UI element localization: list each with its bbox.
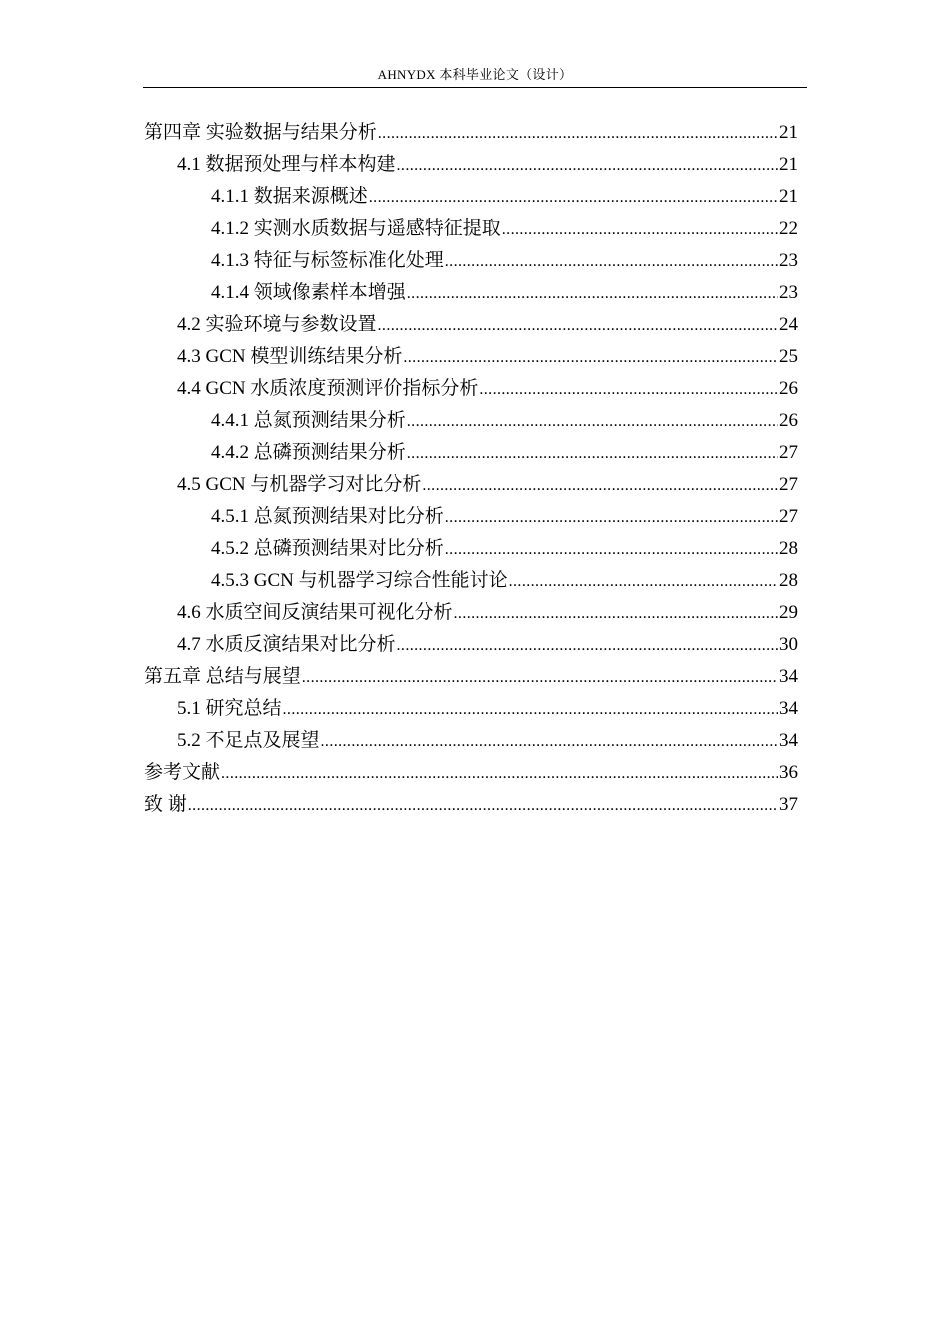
toc-page-number: 36 — [779, 762, 798, 783]
toc-leader-dots — [407, 278, 778, 310]
toc-page-number: 28 — [779, 538, 798, 559]
toc-entry[interactable] — [144, 373, 798, 405]
toc-entry-title: 致 谢 — [144, 794, 187, 815]
toc-entry-title: 4.1 数据预处理与样本构建 — [177, 154, 396, 175]
toc-leader-dots — [397, 630, 778, 662]
toc-page-number: 24 — [779, 314, 798, 335]
toc-page-number: 21 — [779, 122, 798, 143]
toc-leader-dots — [397, 150, 778, 182]
toc-leader-dots — [321, 726, 778, 758]
toc-entry-title: 第五章 总结与展望 — [144, 666, 301, 687]
toc-page-number: 29 — [779, 602, 798, 623]
toc-entry-title: 4.5.2 总磷预测结果对比分析 — [211, 538, 444, 559]
toc-entry[interactable] — [144, 565, 798, 597]
toc-entry[interactable] — [144, 277, 798, 309]
toc-leader-dots — [445, 502, 778, 534]
toc-leader-dots — [445, 246, 778, 278]
toc-page-number: 34 — [779, 666, 798, 687]
toc-entry[interactable] — [144, 341, 798, 373]
toc-page-number: 26 — [779, 378, 798, 399]
toc-entry-title: 4.1.2 实测水质数据与遥感特征提取 — [211, 218, 501, 239]
toc-entry-title: 4.2 实验环境与参数设置 — [177, 314, 377, 335]
toc-leader-dots — [378, 310, 778, 342]
toc-entry[interactable] — [144, 757, 798, 789]
toc-leader-dots — [454, 598, 778, 630]
toc-page-number: 30 — [779, 634, 798, 655]
toc-entry[interactable] — [144, 629, 798, 661]
toc-leader-dots — [302, 662, 778, 694]
toc-entry[interactable] — [144, 693, 798, 725]
toc-page-number: 25 — [779, 346, 798, 367]
table-of-contents — [144, 117, 798, 821]
toc-leader-dots — [502, 214, 778, 246]
toc-page-number: 28 — [779, 570, 798, 591]
toc-entry[interactable] — [144, 149, 798, 181]
toc-leader-dots — [403, 342, 778, 374]
toc-page-number: 26 — [779, 410, 798, 431]
page-header: AHNYDX 本科毕业论文（设计） — [377, 67, 573, 82]
toc-entry-title: 4.4.2 总磷预测结果分析 — [211, 442, 406, 463]
toc-page-number: 22 — [779, 218, 798, 239]
toc-entry-title: 4.1.3 特征与标签标准化处理 — [211, 250, 444, 271]
toc-leader-dots — [509, 566, 778, 598]
toc-leader-dots — [283, 694, 778, 726]
toc-leader-dots — [188, 790, 778, 822]
toc-entry[interactable] — [144, 181, 798, 213]
toc-page-number: 34 — [779, 730, 798, 751]
toc-entry-title: 4.5.3 GCN 与机器学习综合性能讨论 — [211, 570, 508, 591]
toc-leader-dots — [407, 406, 778, 438]
toc-entry[interactable] — [144, 437, 798, 469]
toc-entry-title: 5.2 不足点及展望 — [177, 730, 320, 751]
toc-leader-dots — [369, 182, 778, 214]
toc-entry[interactable] — [144, 309, 798, 341]
toc-entry-title: 4.5.1 总氮预测结果对比分析 — [211, 506, 444, 527]
toc-entry[interactable] — [144, 213, 798, 245]
toc-leader-dots — [407, 438, 778, 470]
toc-entry-title: 4.1.4 领域像素样本增强 — [211, 282, 406, 303]
toc-page-number: 34 — [779, 698, 798, 719]
toc-entry[interactable] — [144, 117, 798, 149]
toc-entry[interactable] — [144, 501, 798, 533]
toc-leader-dots — [378, 118, 778, 150]
toc-entry-title: 4.7 水质反演结果对比分析 — [177, 634, 396, 655]
toc-page-number: 23 — [779, 282, 798, 303]
toc-entry-title: 参考文献 — [144, 762, 221, 783]
toc-page-number: 21 — [779, 154, 798, 175]
toc-entry-title: 4.1.1 数据来源概述 — [211, 186, 368, 207]
toc-entry[interactable] — [144, 469, 798, 501]
toc-entry[interactable] — [144, 661, 798, 693]
toc-leader-dots — [221, 758, 778, 790]
toc-leader-dots — [422, 470, 778, 502]
toc-entry[interactable] — [144, 405, 798, 437]
toc-leader-dots — [445, 534, 778, 566]
toc-entry-title: 4.4 GCN 水质浓度预测评价指标分析 — [177, 378, 479, 399]
toc-entry[interactable] — [144, 245, 798, 277]
toc-page-number: 23 — [779, 250, 798, 271]
toc-page-number: 21 — [779, 186, 798, 207]
toc-entry-title: 4.6 水质空间反演结果可视化分析 — [177, 602, 453, 623]
toc-entry-title: 4.3 GCN 模型训练结果分析 — [177, 346, 403, 367]
toc-entry-title: 5.1 研究总结 — [177, 698, 282, 719]
toc-entry[interactable] — [144, 533, 798, 565]
toc-entry[interactable] — [144, 725, 798, 757]
toc-entry[interactable] — [144, 597, 798, 629]
toc-page-number: 37 — [779, 794, 798, 815]
toc-page-number: 27 — [779, 474, 798, 495]
header-rule — [143, 87, 807, 88]
toc-leader-dots — [479, 374, 778, 406]
toc-page-number: 27 — [779, 506, 798, 527]
toc-entry-title: 4.5 GCN 与机器学习对比分析 — [177, 474, 422, 495]
toc-entry-title: 4.4.1 总氮预测结果分析 — [211, 410, 406, 431]
toc-page-number: 27 — [779, 442, 798, 463]
toc-entry-title: 第四章 实验数据与结果分析 — [144, 122, 377, 143]
toc-entry[interactable] — [144, 789, 798, 821]
